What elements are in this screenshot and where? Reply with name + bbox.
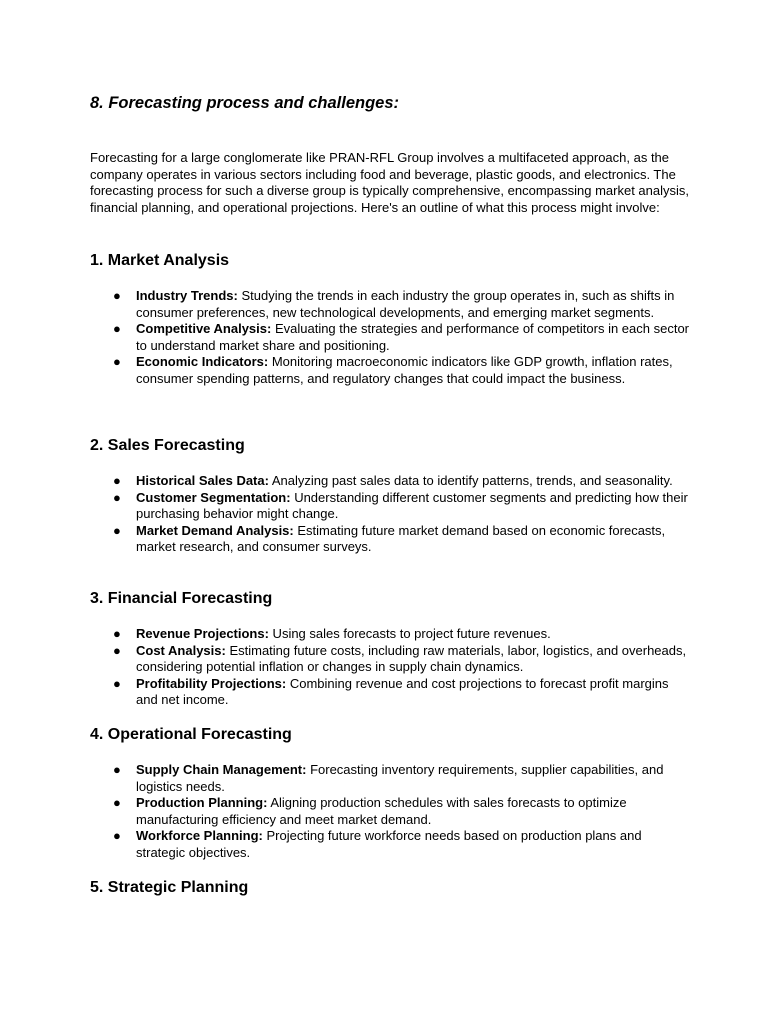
item-text: Estimating future costs, including raw materials, labor, logistics, and overheads, considering potential inflation or changes in supply chain dynamics. <box>136 642 687 674</box>
item-term: Customer Segmentation: <box>136 489 291 505</box>
bullet-icon: ● <box>113 354 121 369</box>
list-item <box>90 795 690 828</box>
item-text: Studying the trends in each industry the group operates in, such as shifts in consumer preferences, new technological developments, and emerging market segments. <box>136 288 675 320</box>
bullet-icon: ● <box>113 473 121 488</box>
list-item <box>90 626 690 643</box>
list-item <box>90 321 690 354</box>
item-term: Economic Indicators: <box>136 354 269 369</box>
list-item <box>90 676 690 709</box>
item-text: Aligning production schedules with sales forecasts to optimize manufacturing efficiency and meet market demand. <box>136 795 627 827</box>
item-text: Combining revenue and cost projections to forecast profit margins and net income. <box>136 675 669 707</box>
item-term: Market Demand Analysis: <box>136 522 294 538</box>
item-term: Revenue Projections: <box>136 626 269 641</box>
item-term: Industry Trends: <box>136 288 238 303</box>
section-heading: 4. Operational Forecasting <box>90 726 292 743</box>
bullet-icon: ● <box>113 522 121 538</box>
item-term: Workforce Planning: <box>136 828 263 843</box>
item-text: Monitoring macroeconomic indicators like GDP growth, inflation rates, consumer spending patterns, and regulatory changes that could impact the business. <box>136 354 673 386</box>
item-term: Historical Sales Data: <box>136 473 269 488</box>
list-item <box>90 473 690 490</box>
section-operational-forecasting <box>90 725 690 861</box>
bullet-icon: ● <box>113 795 121 810</box>
list-item <box>90 354 690 387</box>
section-strategic-planning <box>90 878 690 915</box>
bullet-icon: ● <box>113 675 121 691</box>
bullet-list <box>90 473 690 556</box>
list-item <box>90 523 690 556</box>
bullet-list <box>90 288 690 387</box>
item-term: Cost Analysis: <box>136 642 226 658</box>
item-text: Using sales forecasts to project future revenues. <box>268 626 551 641</box>
item-term: Competitive Analysis: <box>136 321 272 336</box>
item-term: Supply Chain Management: <box>136 762 307 777</box>
section-heading: 3. Financial Forecasting <box>90 590 273 607</box>
list-item <box>90 490 690 523</box>
section-heading: 1. Market Analysis <box>90 252 230 269</box>
bullet-list <box>90 762 690 861</box>
bullet-icon: ● <box>113 288 121 303</box>
item-text: Projecting future workforce needs based on production plans and strategic objectives. <box>136 828 642 860</box>
bullet-icon: ● <box>113 489 121 505</box>
item-term: Profitability Projections: <box>136 675 287 691</box>
bullet-icon: ● <box>113 762 121 777</box>
item-text: Evaluating the strategies and performance of competitors in each sector to understand market share and positioning. <box>136 321 690 353</box>
bullet-icon: ● <box>113 828 121 843</box>
list-item <box>90 762 690 795</box>
list-item <box>90 643 690 676</box>
section-sales-forecasting <box>90 436 690 556</box>
item-text: Analyzing past sales data to identify patterns, trends, and seasonality. <box>268 473 673 488</box>
section-financial-forecasting <box>90 589 690 709</box>
section-heading: 5. Strategic Planning <box>90 879 249 896</box>
item-term: Production Planning: <box>136 795 268 810</box>
bullet-list <box>90 626 690 709</box>
bullet-icon: ● <box>113 642 121 658</box>
item-text: Forecasting inventory requirements, supplier capabilities, and logistics needs. <box>136 762 664 794</box>
document-title: 8. Forecasting process and challenges: <box>90 94 400 112</box>
section-heading: 2. Sales Forecasting <box>90 437 245 454</box>
item-text: Understanding different customer segments and predicting how their purchasing behavior might change. <box>136 489 688 521</box>
section-market-analysis <box>90 251 690 387</box>
intro-paragraph: Forecasting for a large conglomerate like PRAN-RFL Group involves a multifaceted approach, as the company operates in various sectors including food and beverage, plastic goods, and electronics. The forecasting process for such a diverse group is typically comprehensive, encompassing market analysis, financial planning, and operational projections. Here's an outline of what this process might involve: <box>90 150 689 215</box>
item-text: Estimating future market demand based on economic forecasts, market research, and consumer surveys. <box>136 522 666 554</box>
list-item <box>90 288 690 321</box>
bullet-icon: ● <box>113 626 121 641</box>
bullet-icon: ● <box>113 321 121 336</box>
list-item <box>90 828 690 861</box>
